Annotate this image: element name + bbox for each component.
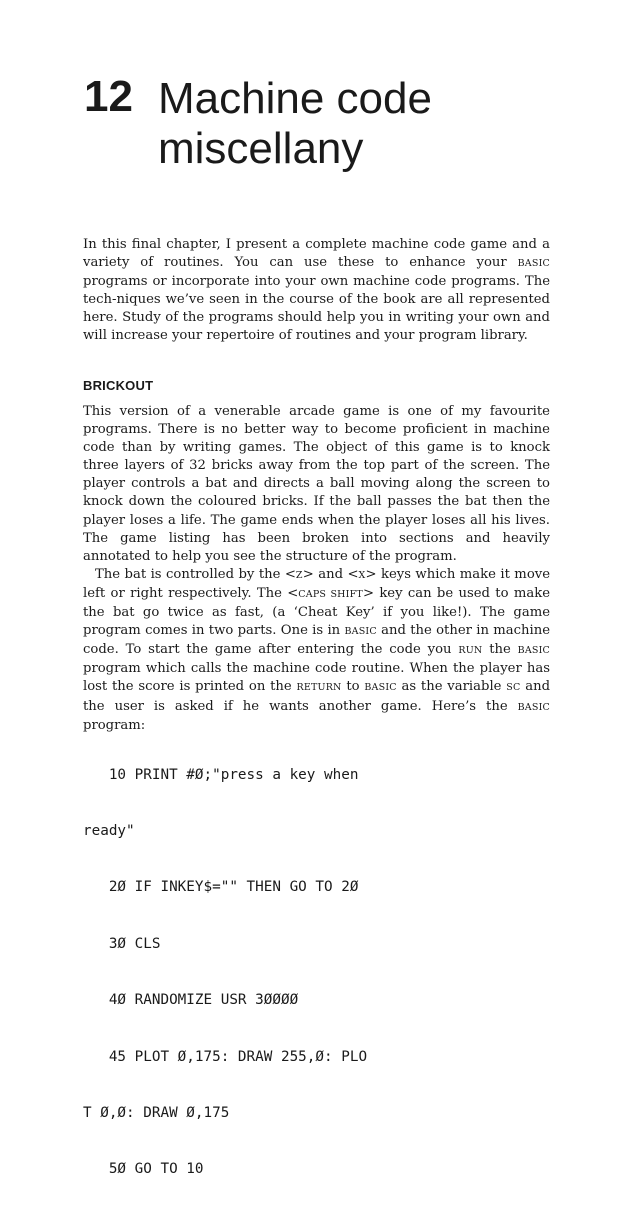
text-run: program which calls the machine code routine. When the player has lost the score is printed on the [83, 661, 550, 695]
text-run: and the other in machine code. To start the game after entering the code you [83, 623, 550, 658]
brickout-text [83, 403, 550, 735]
section-heading: BRICKOUT [83, 378, 154, 393]
chapter-title-line-1: Machine code [158, 74, 432, 123]
small-caps-sc: SC [506, 682, 521, 694]
chapter-title [158, 74, 558, 174]
intro-paragraph [83, 236, 550, 346]
text-run: In this final chapter, I present a complete machine code game and a variety of routines. You can use these to enhance your [83, 237, 550, 271]
small-caps-run: RUN [458, 645, 483, 657]
text-run: program: [83, 717, 146, 733]
code-line: 2Ø IF INKEY$="" THEN GO TO 2Ø [83, 879, 359, 896]
text-run: as the variable [396, 679, 507, 695]
text-run: programs or incorporate into your own machine code programs. The tech-niques we’ve seen in the course of the book are all represented here. Study of the programs should help you in writing your own and will increase your repertoire of routines and your program library. [83, 274, 550, 344]
code-line: 3Ø CLS [83, 935, 161, 952]
chapter-number: 12 [84, 72, 133, 121]
small-caps-key-x: X [358, 569, 366, 581]
text-run: > keys which make it move left or right respectively. The < [83, 566, 551, 601]
text-run: and the user is asked if he wants another game. Here’s the [83, 679, 551, 714]
small-caps-return: RETURN [296, 682, 342, 694]
text-run: > key can be used to make the bat go twice as fast, (a ‘Cheat Key’ if you like!). The game program comes in two parts. One is in [83, 585, 551, 639]
brickout-paragraph-1: This version of a venerable arcade game is one of my favourite programs. There is no better way to become proficient in machine code than by writing games. The object of this game is to knock three layers of 32 bricks away from the top part of the screen. The player controls a bat and directs a ball moving along the screen to knock down the coloured bricks. If the ball passes the bat then the player loses a life. The game ends when the player loses all his lives. The game listing has been broken into sections and heavily annotated to help you see the structure of the program. [83, 404, 550, 564]
small-caps-basic: BASIC [517, 258, 550, 270]
small-caps-caps-shift: CAPS SHIFT [298, 588, 363, 600]
brickout-paragraph-2 [83, 566, 550, 735]
code-line: ready" [83, 822, 135, 839]
code-line: T Ø,Ø: DRAW Ø,175 [83, 1104, 230, 1121]
small-caps-basic: BASIC [517, 701, 550, 713]
text-run: the [482, 642, 518, 658]
code-line: 5Ø GO TO 10 [83, 1161, 204, 1178]
text-run: to [341, 679, 365, 695]
text-run: The bat is controlled by the < [95, 566, 296, 582]
code-line: 45 PLOT Ø,175: DRAW 255,Ø: PLO [83, 1048, 368, 1065]
code-line: 4Ø RANDOMIZE USR 3ØØØØ [83, 992, 299, 1009]
text-run: > and < [302, 566, 359, 582]
small-caps-basic: BASIC [364, 682, 397, 694]
small-caps-basic: BASIC [344, 626, 377, 638]
chapter-title-line-2: miscellany [158, 124, 364, 173]
code-line: 10 PRINT #Ø;"press a key when [83, 766, 359, 783]
small-caps-basic: BASIC [517, 645, 551, 657]
small-caps-key-z: Z [295, 569, 303, 581]
basic-listing [83, 728, 367, 1217]
